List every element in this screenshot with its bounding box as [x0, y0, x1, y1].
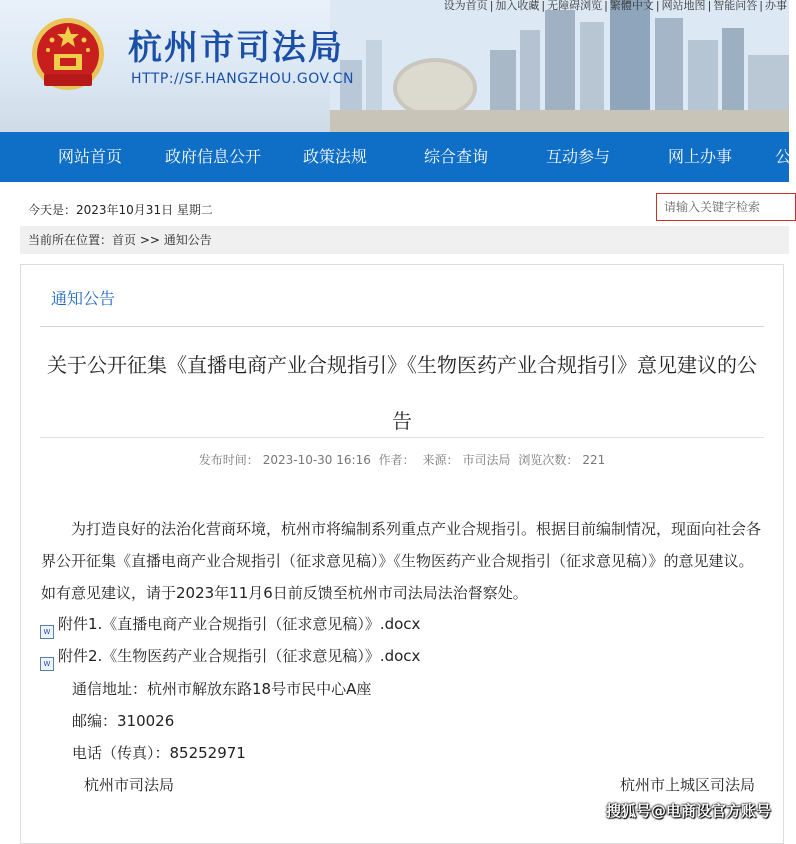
nav-gov-info[interactable]: 政府信息公开 [165, 147, 262, 166]
watermark: 搜狐号@电商设官方账号 [606, 802, 772, 820]
site-title[interactable]: 杭州市司法局 [128, 28, 344, 68]
top-link-traditional[interactable]: 繁體中文 [609, 0, 654, 12]
site-url: HTTP://SF.HANGZHOU.GOV.CN [131, 71, 354, 87]
nav-policy[interactable]: 政策法规 [303, 147, 368, 166]
article-title: 关于公开征集《直播电商产业合规指引》《生物医药产业合规指引》意见建议的公告 [47, 353, 757, 433]
nav-interaction[interactable]: 互动参与 [546, 147, 611, 166]
site-header [0, 0, 789, 132]
nav-home[interactable]: 网站首页 [58, 147, 123, 166]
nav-public[interactable]: 公 [775, 147, 792, 166]
meta-time: 2023-10-30 16:16 [262, 453, 371, 467]
section-title[interactable]: 通知公告 [51, 289, 116, 308]
attachment-link-2[interactable] [40, 645, 420, 671]
justice-emblem-logo [30, 14, 106, 94]
meta-author-label: 作者： [378, 453, 415, 467]
top-link-services[interactable]: 办事 [765, 0, 787, 12]
date-line: 今天是：2023年10月31日 星期二 [28, 203, 213, 217]
nav-query[interactable]: 综合查询 [424, 147, 489, 166]
breadcrumb-label: 当前所在位置： [28, 233, 113, 247]
docx-file-icon: W [40, 625, 54, 639]
attachment-1-label[interactable]: 附件1.《直播电商产业合规指引（征求意见稿）》.docx [58, 615, 421, 633]
top-link-accessibility[interactable]: 无障碍浏览 [547, 0, 603, 12]
breadcrumb-separator: >> [139, 233, 160, 247]
search-input[interactable] [656, 193, 796, 221]
phone-line: 电话（传真）：85252971 [72, 744, 246, 762]
docx-file-icon: W [40, 657, 54, 671]
top-links: 设为首页 | 加入收藏 | 无障碍浏览 | 繁體中文 | 网站地图 | 智能问答 | 办事 [443, 0, 787, 12]
meta-views-label: 浏览次数： [518, 453, 579, 467]
top-link-sitemap[interactable]: 网站地图 [661, 0, 706, 12]
postcode-line: 邮编：310026 [72, 712, 175, 730]
attachment-link-1[interactable] [40, 613, 420, 639]
article-meta [40, 451, 764, 468]
breadcrumb-current-link[interactable]: 通知公告 [163, 233, 212, 247]
meta-source: 市司法局 [462, 453, 511, 467]
top-link-home[interactable]: 设为首页 [443, 0, 488, 12]
city-skyline-image [330, 0, 789, 132]
breadcrumb-home-link[interactable]: 首页 [112, 233, 137, 247]
article-body: 为打造良好的法治化营商环境，杭州市将编制系列重点产业合规指引。根据目前编制情况，现面向社会各界公开征集《直播电商产业合规指引（征求意见稿）》《生物医药产业合规指引（征求意见稿）》的意见建议。如有意见建议，请于2023年11月6日前反馈至杭州市司法局法治督察处。 [41, 520, 762, 602]
top-link-qa[interactable]: 智能问答 [713, 0, 758, 12]
meta-views: 221 [582, 453, 606, 467]
attachment-2-label[interactable]: 附件2.《生物医药产业合规指引（征求意见稿）》.docx [58, 647, 421, 665]
nav-online-service[interactable]: 网上办事 [668, 147, 733, 166]
divider [40, 437, 764, 438]
signature-hangzhou-justice: 杭州市司法局 [84, 776, 175, 794]
divider [40, 326, 764, 327]
signature-shangcheng-justice: 杭州市上城区司法局 [620, 776, 756, 794]
breadcrumb [20, 226, 789, 254]
top-link-favorite[interactable]: 加入收藏 [495, 0, 540, 12]
main-nav [0, 132, 792, 182]
meta-source-label: 来源： [422, 453, 459, 467]
address-line: 通信地址：杭州市解放东路18号市民中心A座 [72, 680, 372, 698]
meta-time-label: 发布时间： [198, 453, 259, 467]
